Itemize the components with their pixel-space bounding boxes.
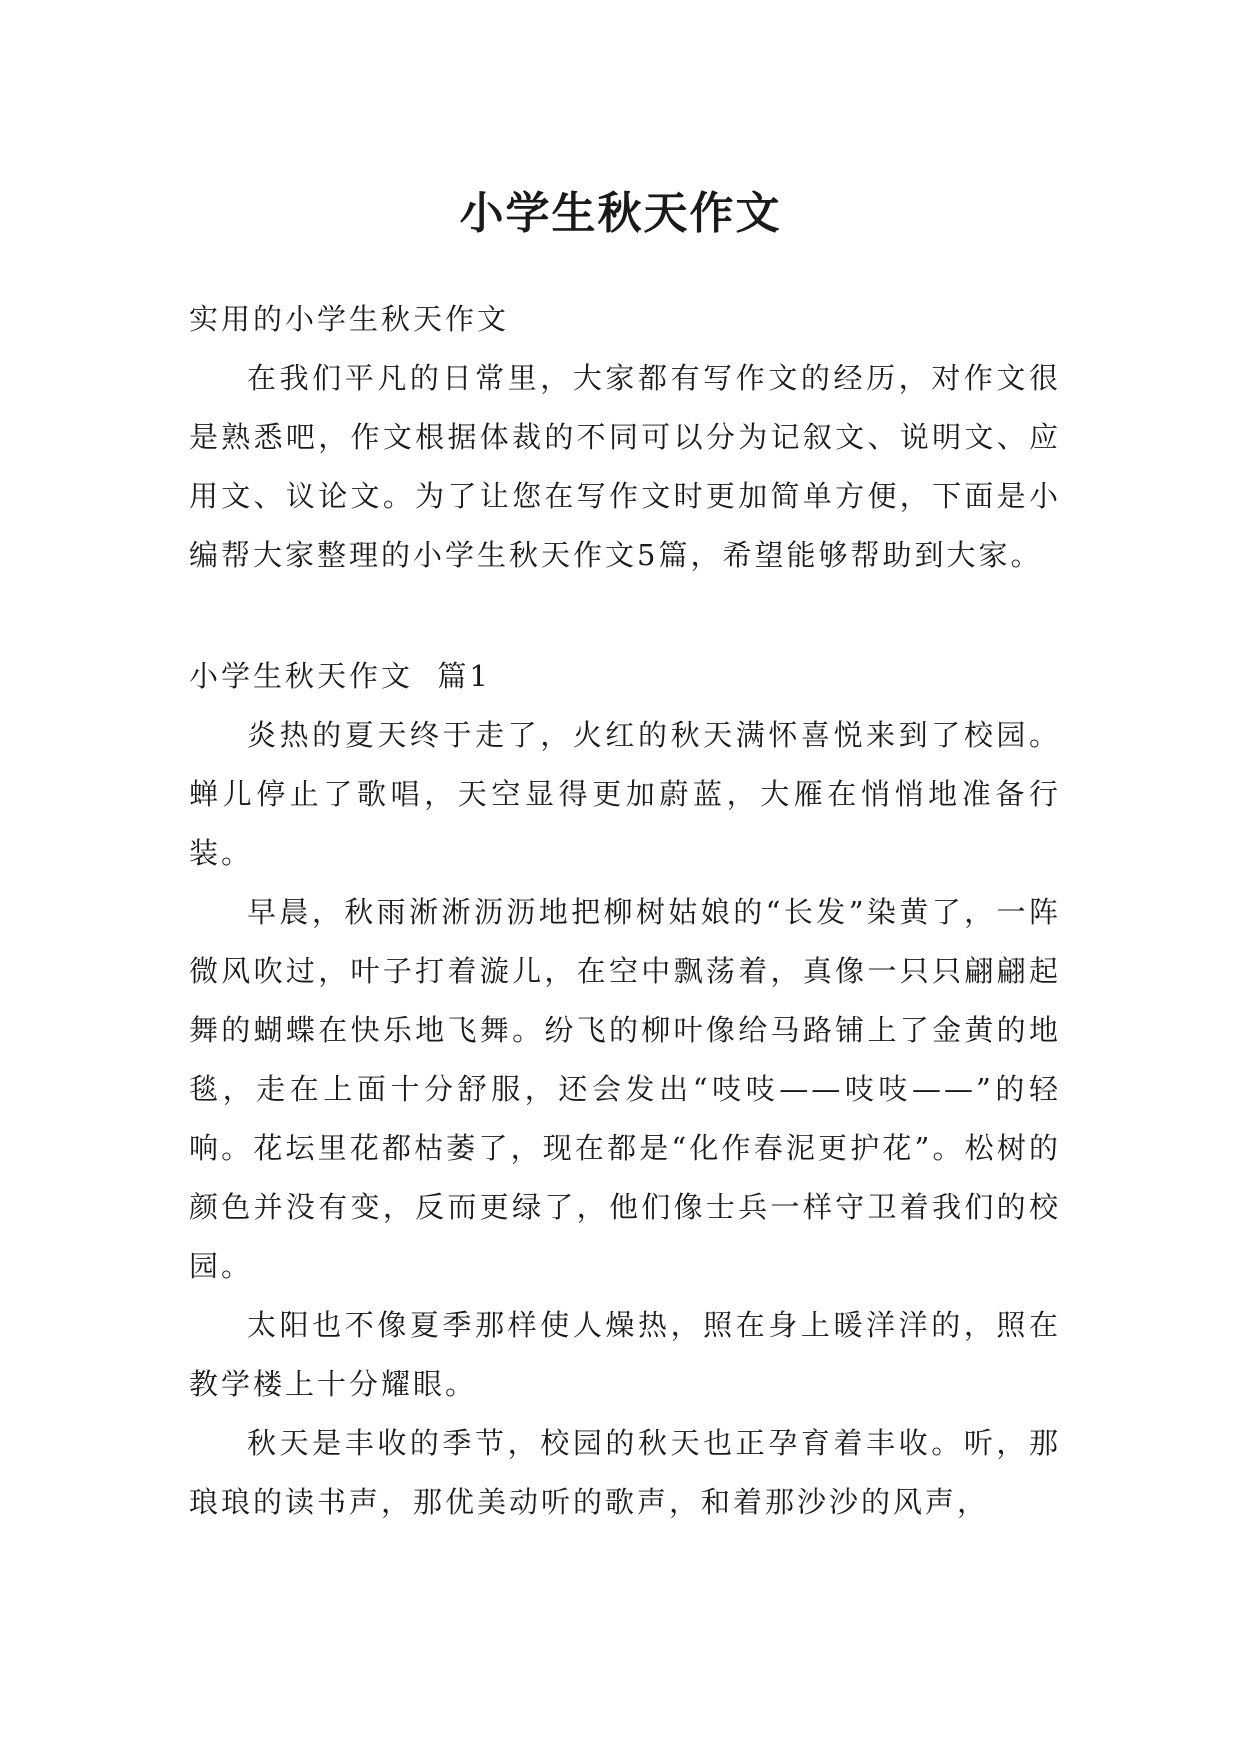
- document-body: [189, 290, 1061, 1532]
- section-heading: 小学生秋天作文 篇1: [189, 659, 491, 693]
- body-paragraph: 炎热的夏天终于走了，火红的秋天满怀喜悦来到了校园。蝉儿停止了歌唱，天空显得更加蔚蓝，大雁在悄悄地准备行装。: [189, 718, 1061, 870]
- intro-heading: 实用的小学生秋天作文: [189, 302, 510, 336]
- body-paragraph: 早晨，秋雨淅淅沥沥地把柳树姑娘的“长发”染黄了，一阵微风吹过，叶子打着漩儿，在空中飘荡着，真像一只只翩翩起舞的蝴蝶在快乐地飞舞。纷飞的柳叶像给马路铺上了金黄的地毯，走在上面十分舒服，还会发出“吱吱——吱吱——”的轻响。花坛里花都枯萎了，现在都是“化作春泥更护花”。松树的颜色并没有变，反而更绿了，他们像士兵一样守卫着我们的校园。: [189, 895, 1061, 1283]
- intro-paragraph: 在我们平凡的日常里，大家都有写作文的经历，对作文很是熟悉吧，作文根据体裁的不同可以分为记叙文、说明文、应用文、议论文。为了让您在写作文时更加简单方便，下面是小编帮大家整理的小学生秋天作文5篇，希望能够帮助到大家。: [189, 361, 1061, 572]
- body-paragraph: 秋天是丰收的季节，校园的秋天也正孕育着丰收。听，那琅琅的读书声，那优美动听的歌声，和着那沙沙的风声，: [189, 1426, 1061, 1519]
- section-spacer: [189, 585, 1061, 647]
- body-paragraph: 太阳也不像夏季那样使人燥热，照在身上暖洋洋的，照在教学楼上十分耀眼。: [189, 1308, 1061, 1401]
- document-title: 小学生秋天作文: [459, 188, 782, 240]
